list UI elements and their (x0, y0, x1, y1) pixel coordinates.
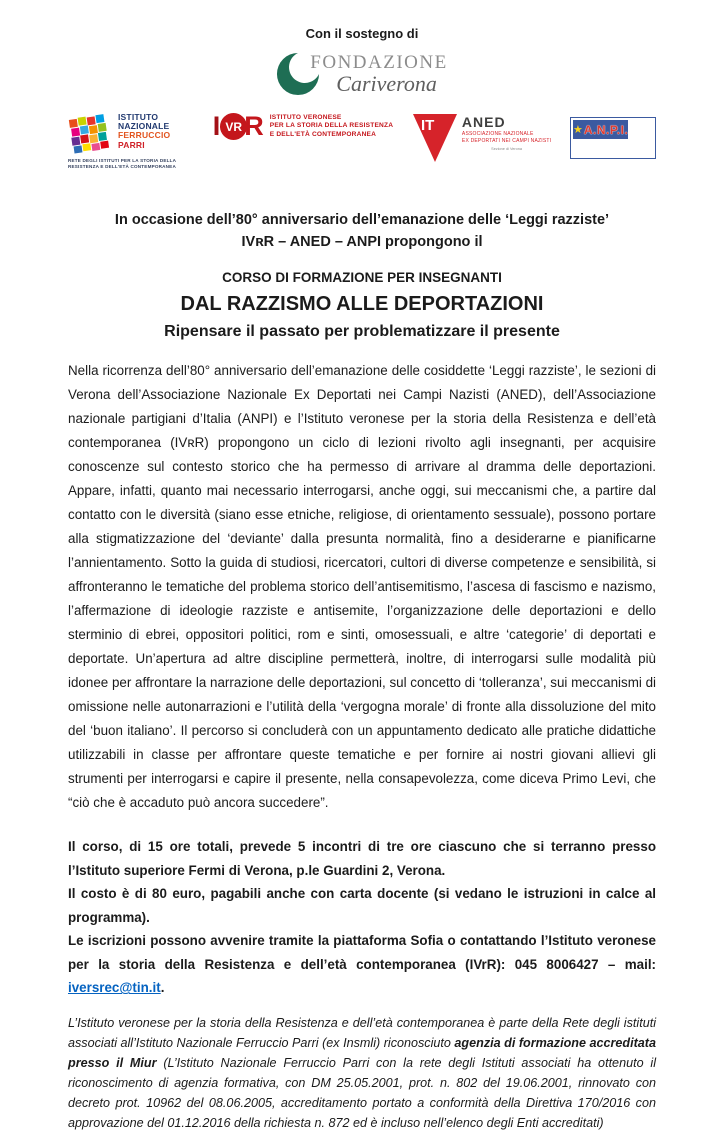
parri-name-line: FERRUCCIO (118, 130, 171, 141)
course-info-block (68, 835, 656, 1000)
cariverona-logo (68, 45, 656, 103)
course-subtitle: Ripensare il passato per problematizzare il presente (164, 323, 560, 341)
email-link[interactable]: iversrec@tin.it (68, 980, 161, 996)
aned-name-block (462, 113, 551, 151)
enrollment-line (68, 929, 656, 1000)
sponsor-line: Con il sostegno di (305, 26, 419, 41)
footnote-text: L’Istituto veronese per la storia della Resistenza e dell’età contemporanea è parte della Rete degli istituti associati all’Istituto Nazionale Ferruccio Parri (ex Insmli) riconosciuto (68, 1015, 656, 1050)
parri-name-line: ISTITUTO (118, 112, 159, 122)
aned-name: ANED (461, 114, 506, 130)
cariverona-crescent-icon (276, 52, 320, 96)
parri-logo-top (68, 113, 170, 155)
course-title: DAL RAZZISMO ALLE DEPORTAZIONI (180, 293, 544, 316)
cariverona-fondazione-label: FONDAZIONE (310, 52, 448, 73)
occasion-line: In occasione dell’80° anniversario dell’emanazione delle ‘Leggi razziste’ (114, 212, 610, 228)
ivrr-mark-circle: VR (220, 113, 247, 140)
course-kicker: CORSO DI FORMAZIONE PER INSEGNANTI (222, 269, 502, 285)
anpi-name: A.N.P.I. (583, 122, 629, 137)
aned-section-line: Sezione di Verona (491, 147, 522, 151)
footnote-text-rest: (L’Istituto Nazionale Ferruccio Parri con la rete degli Istituti associati ha ottenuto il riconoscimento di agenzia formativa, con DM 25.05.2001, prot. n. 802 del 19.06.2001, rinnovato con decreto prot. 10962 del 08.06.2005, accreditamento portato a conformità della Direttiva 170/2016 con approvazione del 01.12.2016 della richiesta n. 872 ed è incluso nell’elenco degli Enti accreditati) (68, 1055, 656, 1130)
aned-triangle-label: IT (420, 117, 435, 134)
partner-logos-row (68, 113, 656, 185)
ivrr-mark-r: R (244, 111, 264, 141)
enrollment-text-end: . (160, 980, 165, 996)
parri-subtext: RETE DEGLI ISTITUTI PER LA STORIA DELLA RESISTENZA E DELL'ETÀ CONTEMPORANEA (68, 158, 177, 169)
enrollment-text: Le iscrizioni possono avvenire tramite la piattaforma Sofia o contattando l’Istituto veronese per la storia della Resistenza e dell’età contemporanea (IVrR): 045 8006427 – mail: (68, 933, 656, 972)
aned-logo (412, 113, 551, 163)
accreditation-footnote (68, 1013, 656, 1133)
heading-block (68, 209, 656, 343)
parri-name-line: PARRI (118, 139, 145, 150)
anpi-band (573, 120, 628, 139)
cariverona-wordmark (310, 53, 447, 95)
aned-subtext (462, 131, 551, 144)
parri-logo (68, 113, 194, 169)
parri-name-block (118, 113, 170, 150)
aned-subtext-line: EX DEPORTATI NEI CAMPI NAZISTI (461, 137, 552, 144)
cariverona-name-label: Cariverona (336, 71, 437, 96)
ivrr-name-line: PER LA STORIA DELLA RESISTENZA (269, 122, 394, 130)
ivrr-name-line: ISTITUTO VERONESE (269, 113, 342, 121)
course-schedule-line: Il corso, di 15 ore totali, prevede 5 incontri di tre ore ciascuno che si terranno presso l’Istituto superiore Fermi di Verona, p.le Guardini 2, Verona. (68, 839, 656, 878)
promoters-line: IVʀR – ANED – ANPI propongono il (241, 234, 483, 251)
course-cost-line: Il costo è di 80 euro, pagabili anche con carta docente (si vedano le istruzioni in calce al programma). (68, 886, 656, 925)
aned-subtext-line: ASSOCIAZIONE NAZIONALE (461, 131, 534, 137)
anpi-logo (570, 117, 656, 159)
ivrr-mark-i: I (212, 111, 221, 141)
anpi-star-icon: ★ (572, 124, 583, 136)
ivrr-mark (213, 113, 264, 140)
ivrr-name-block (270, 114, 393, 140)
ivrr-logo (213, 113, 394, 140)
footnote-bold-text: agenzia di formazione accreditata presso il Miur (68, 1035, 657, 1070)
course-description-paragraph: Nella ricorrenza dell’80° anniversario dell’emanazione delle cosiddette ‘Leggi razziste’, le sezioni di Verona dell’Associazione Nazionale Ex Deportati nei Campi Nazisti (ANED), dell’Associazione nazionale partigiani d’Italia (ANPI) e l’Istituto veronese per la storia della Resistenza e dell’età contemporanea (IVʀR) propongono un ciclo di lezioni rivolto agli insegnanti, per acquisire conoscenze sul contesto storico che ha permesso di arrivare al dramma delle deportazioni. Appare, infatti, quanto mai necessario interrogarsi, anche oggi, sui meccanismi che, a partire dal contatto con le diversità (siano esse etniche, religiose, di orientamento sessuale), possono portare alla stigmatizzazione del ‘deviante’ dalla presunta normalità, fino a desiderarne e pianificarne l’annientamento. Sotto la guida di studiosi, ricercatori, cultori di diverse competenze e sensibilità, si affronteranno le tematiche del problema storico dell’antisemitismo, l’ascesa di fascismo e nazismo, l’affermazione di ideologie razziste e antisemite, l’organizzazione delle deportazioni e dello sterminio di ebrei, oppositori politici, rom e sinti, omosessuali, e altre ‘categorie’ di deportati e deportate. Un’apertura ad altre discipline permetterà, inoltre, di interrogarsi sulle modalità più idonee per affrontare la narrazione delle deportazioni, sul concetto di ‘tolleranza’, sui meccanismi di omissione nelle autonarrazioni e l’utilità della ‘vergogna morale’ di fronte alla dissoluzione del mito del ‘buon italiano’. Il percorso si concluderà con un appuntamento dedicato alle pratiche didattiche utilizzabili in classe per affrontare queste tematiche e per fornire ai nostri giovani allievi gli strumenti per interrogarsi e capire il presente, nella consapevolezza, come diceva Primo Levi, che “ciò che è accaduto può ancora succedere”. (68, 363, 656, 811)
parri-name-line: NAZIONALE (118, 121, 170, 132)
aned-triangle-icon (412, 113, 458, 163)
parri-mosaic-icon (68, 113, 114, 155)
ivrr-name-line: E DELL'ETÀ CONTEMPORANEA (269, 130, 377, 138)
